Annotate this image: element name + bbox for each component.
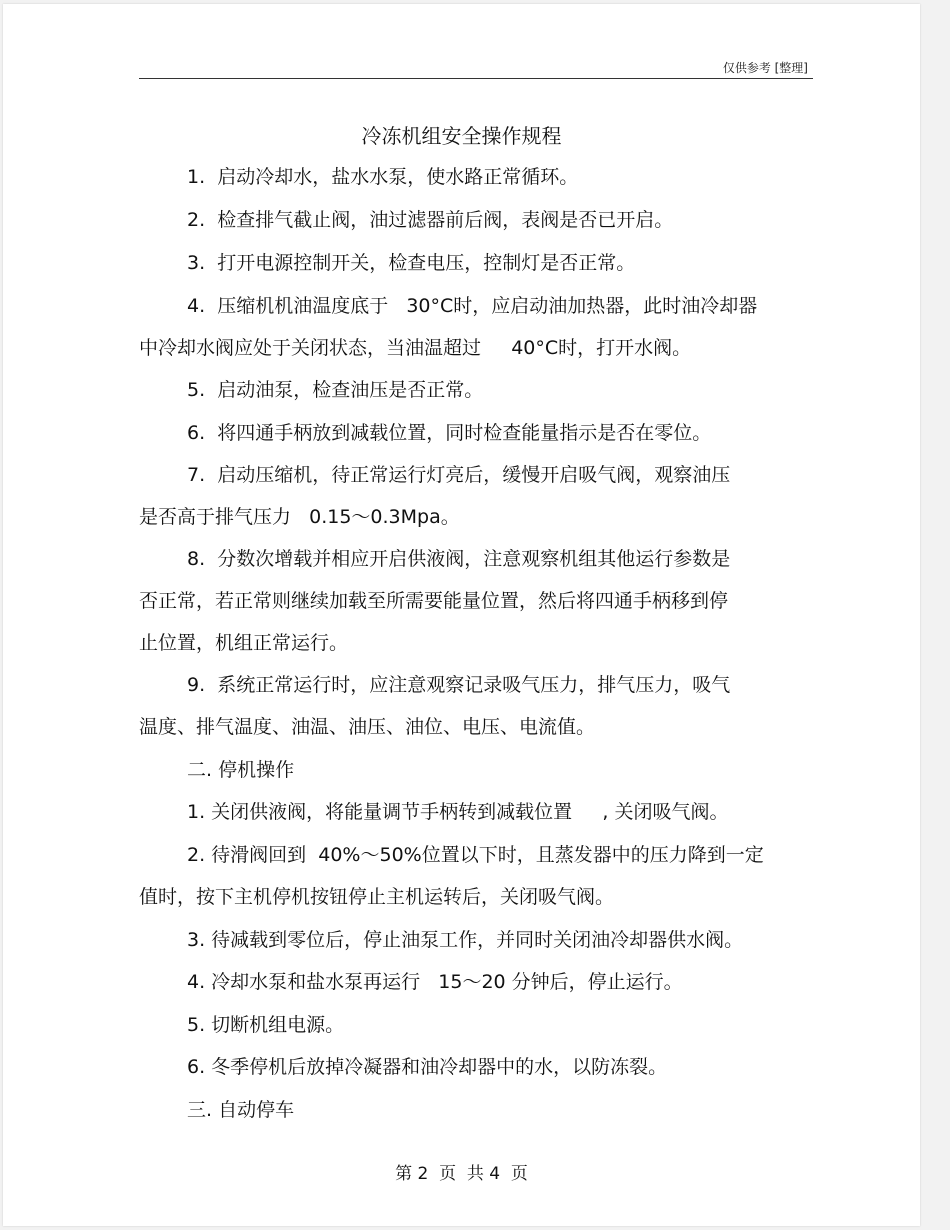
paragraph-line: 值时，按下主机停机按钮停止主机运转后，关闭吸气阀。 — [139, 886, 615, 908]
paragraph-line: 6. 冬季停机后放掉冷凝器和油冷却器中的水，以防冻裂。 — [187, 1056, 668, 1078]
section-heading: 二. 停机操作 — [187, 759, 295, 781]
header-rule — [139, 78, 813, 79]
paragraph-line: 6. 将四通手柄放到减载位置，同时检查能量指示是否在零位。 — [187, 422, 712, 444]
paragraph-line: 2. 检查排气截止阀，油过滤器前后阀，表阀是否已开启。 — [187, 209, 674, 231]
paragraph-line: 1. 启动冷却水，盐水水泵，使水路正常循环。 — [187, 166, 579, 188]
paragraph-line: 3. 待减载到零位后，停止油泵工作，并同时关闭油冷却器供水阀。 — [187, 929, 744, 951]
document-page — [3, 4, 920, 1226]
page-number: 第 2 页 共 4 页 — [395, 1164, 528, 1184]
document-title: 冷冻机组安全操作规程 — [361, 124, 562, 148]
paragraph-line: 中冷却水阀应处于关闭状态，当油温超过 40°C时，打开水阀。 — [139, 337, 692, 359]
paragraph-line: 1. 关闭供液阀，将能量调节手柄转到减载位置 , 关闭吸气阀。 — [187, 801, 729, 823]
paragraph-line: 5. 启动油泵，检查油压是否正常。 — [187, 379, 484, 401]
paragraph-line: 8. 分数次增载并相应开启供液阀，注意观察机组其他运行参数是 — [187, 548, 731, 570]
paragraph-line: 3. 打开电源控制开关，检查电压，控制灯是否正常。 — [187, 252, 636, 274]
header-note: 仅供参考 [整理] — [722, 61, 808, 75]
paragraph-line: 止位置，机组正常运行。 — [139, 632, 349, 654]
paragraph-line: 7. 启动压缩机，待正常运行灯亮后，缓慢开启吸气阀，观察油压 — [187, 464, 731, 486]
paragraph-line: 温度、排气温度、油温、油压、油位、电压、电流值。 — [139, 716, 596, 738]
paragraph-line: 否正常，若正常则继续加载至所需要能量位置，然后将四通手柄移到停 — [139, 590, 729, 612]
paragraph-line: 2. 待滑阀回到 40%～50%位置以下时，且蒸发器中的压力降到一定 — [187, 844, 764, 866]
paragraph-line: 9. 系统正常运行时，应注意观察记录吸气压力，排气压力，吸气 — [187, 674, 731, 696]
paragraph-line: 4. 冷却水泵和盐水泵再运行 15～20 分钟后，停止运行。 — [187, 971, 683, 993]
paragraph-line: 4. 压缩机机油温度底于 30°C时，应启动油加热器，此时油冷却器 — [187, 295, 758, 317]
paragraph-line: 5. 切断机组电源。 — [187, 1014, 345, 1036]
section-heading: 三. 自动停车 — [187, 1099, 295, 1121]
paragraph-line: 是否高于排气压力 0.15～0.3Mpa。 — [139, 506, 460, 528]
